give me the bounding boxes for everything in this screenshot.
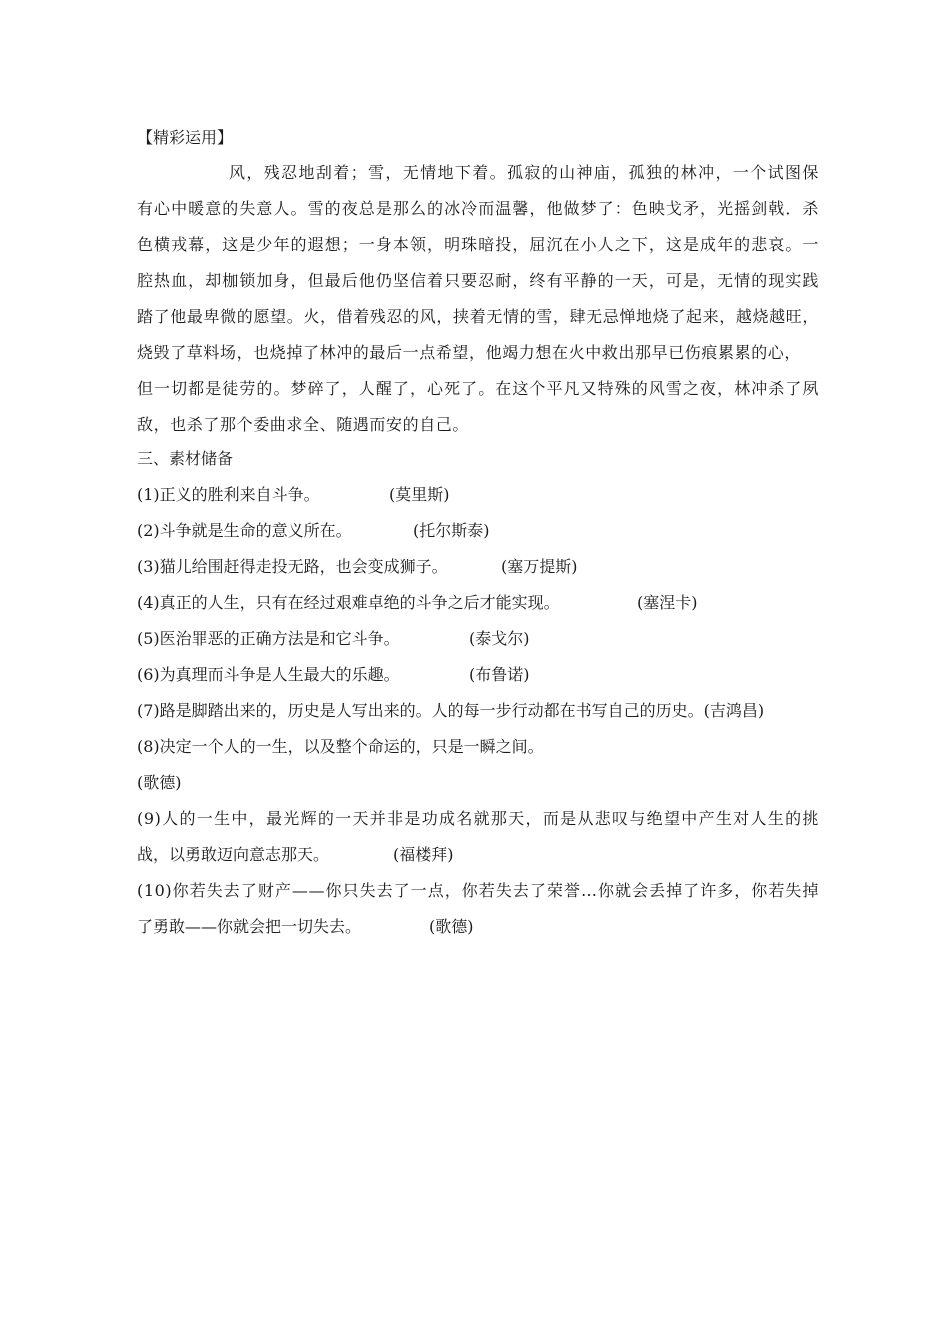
quote-author: (塞万提斯)	[501, 557, 578, 576]
quote-item	[137, 485, 450, 505]
quote-text: (3)猫儿给围赶得走投无路，也会变成狮子。	[137, 557, 448, 576]
quote-item	[137, 845, 454, 865]
quote-item	[137, 665, 530, 685]
paragraph-line: 踏了他最卑微的愿望。火，借着残忍的风，挟着无情的雪，肆无忌惮地烧了起来，越烧越旺，	[137, 307, 819, 326]
quote-text: (4)真正的人生，只有在经过艰难卓绝的斗争之后才能实现。	[137, 593, 560, 612]
quote-author: (莫里斯)	[389, 485, 450, 504]
quote-text: 了勇敢——你就会把一切失去。	[137, 917, 362, 936]
quote-text: (2)斗争就是生命的意义所在。	[137, 521, 352, 540]
quote-author: (福楼拜)	[393, 845, 454, 864]
quote-author: (托尔斯泰)	[413, 521, 490, 540]
quote-author: (歌德)	[429, 917, 474, 936]
quote-author: (布鲁诺)	[469, 665, 530, 684]
quote-text: (5)医治罪恶的正确方法是和它斗争。	[137, 629, 400, 648]
quote-text: (7)路是脚踏出来的，历史是人写出来的。人的每一步行动都在书写自己的历史。(吉鸿昌)	[137, 701, 765, 720]
paragraph-line: 但一切都是徒劳的。梦碎了，人醒了，心死了。在这个平凡又特殊的风雪之夜，林冲杀了夙	[137, 379, 819, 398]
quote-item	[137, 521, 490, 541]
quote-item	[137, 701, 764, 721]
heading: 【精彩运用】	[137, 128, 234, 147]
quote-item	[137, 593, 698, 613]
quote-item	[137, 629, 530, 649]
paragraph-line: 风，残忍地刮着；雪，无情地下着。孤寂的山神庙，孤独的林冲，一个试图保	[229, 163, 819, 182]
section-title: 三、素材储备	[137, 449, 234, 468]
quote-author: (塞涅卡)	[637, 593, 698, 612]
paragraph-line: 有心中暖意的失意人。雪的夜总是那么的冰冷而温馨，他做梦了：色映戈矛，光摇剑戟．杀	[137, 199, 819, 218]
quote-author: (歌德)	[137, 773, 182, 792]
quote-text: (9)人的一生中，最光辉的一天并非是功成名就那天，而是从悲叹与绝望中产生对人生的挑	[137, 809, 819, 828]
quote-item	[137, 917, 474, 937]
paragraph-line: 敌，也杀了那个委曲求全、随遇而安的自己。	[137, 415, 470, 434]
quote-text: (10)你若失去了财产——你只失去了一点，你若失去了荣誉…你就会丢掉了许多，你若失掉	[137, 881, 819, 900]
quote-text: (1)正义的胜利来自斗争。	[137, 485, 320, 504]
quote-item	[137, 737, 544, 757]
paragraph-line: 色横戎幕，这是少年的遐想；一身本领，明珠暗投，屈沉在小人之下，这是成年的悲哀。一	[137, 235, 819, 254]
quote-text: 战，以勇敢迈向意志那天。	[137, 845, 330, 864]
quote-item	[137, 557, 578, 577]
paragraph-line: 腔热血，却枷锁加身，但最后他仍坚信着只要忍耐，终有平静的一天，可是，无情的现实践	[137, 271, 819, 290]
quote-text: (6)为真理而斗争是人生最大的乐趣。	[137, 665, 400, 684]
paragraph-line: 烧毁了草料场，也烧掉了林冲的最后一点希望，他竭力想在火中救出那早已伤痕累累的心，	[137, 343, 802, 362]
quote-text: (8)决定一个人的一生，以及整个命运的，只是一瞬之间。	[137, 737, 544, 756]
quote-author: (泰戈尔)	[469, 629, 530, 648]
